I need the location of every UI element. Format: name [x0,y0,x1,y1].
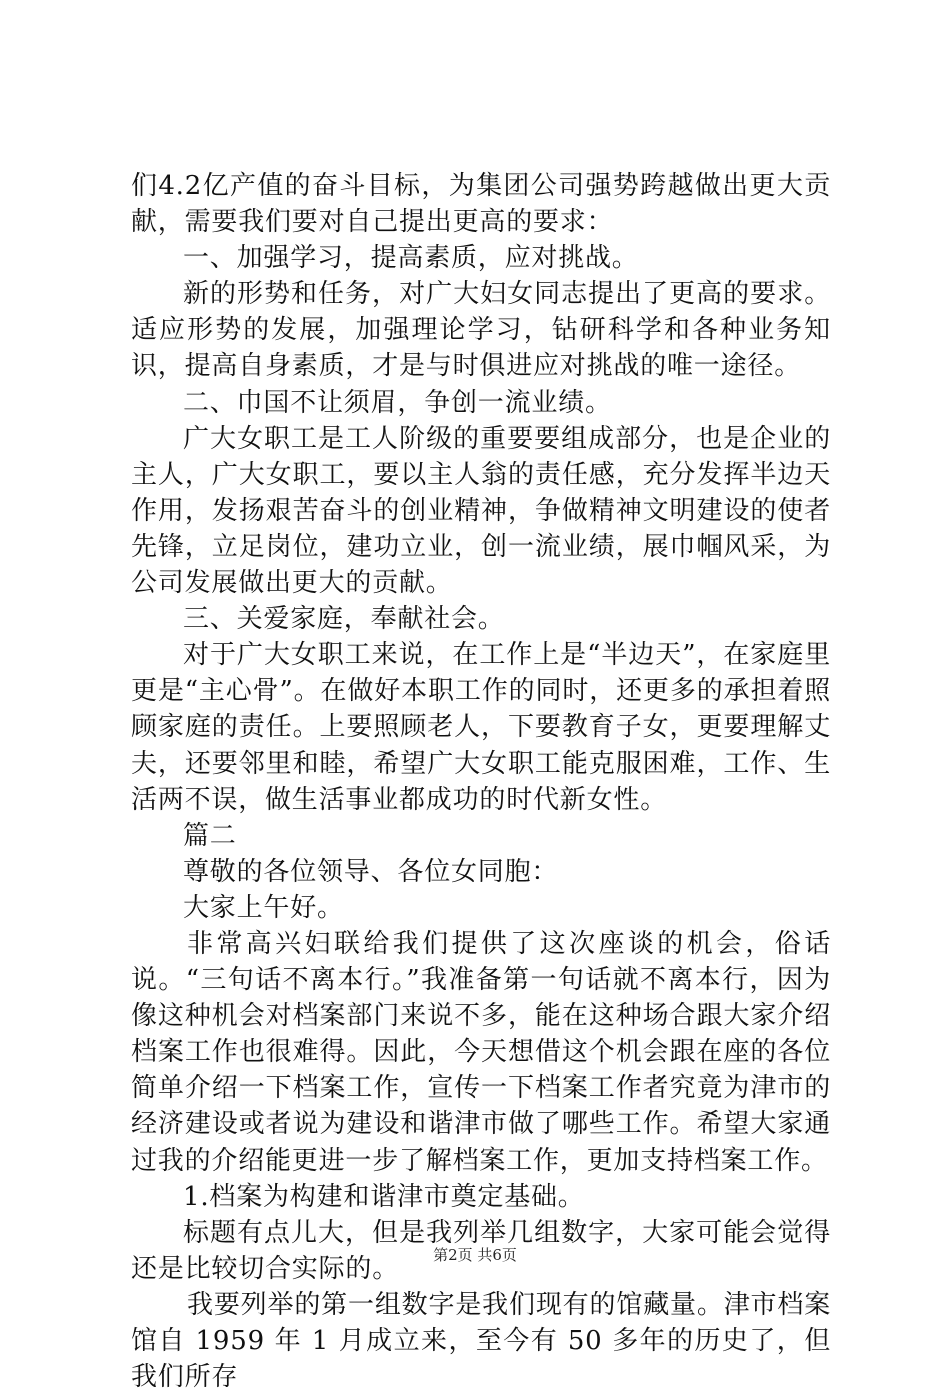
paragraph-1: 们4.2亿产值的奋斗目标，为集团公司强势跨越做出更大贡献，需要我们要对自己提出更高的要求： [131,171,831,238]
part-title: 篇二 [183,820,237,851]
salutation: 尊敬的各位领导、各位女同胞： [183,856,559,887]
paragraph-6: 标题有点儿大，但是我列举几组数字，大家可能会觉得还是比较切合实际的。 [131,1217,831,1284]
heading-item-1: 1.档案为构建和谐津市奠定基础。 [183,1181,585,1212]
paragraph-4: 对于广大女职工来说，在工作上是“半边天”，在家庭里更是“主心骨”。在做好本职工作的同时，还更多的承担着照顾家庭的责任。上要照顾老人，下要教育子女，更要理解丈夫，还要邻里和睦，希望广大女职工能克服困难，工作、生活两不误，做生活事业都成功的时代新女性。 [131,640,831,815]
heading-section-3: 三、关爱家庭，奉献社会。 [183,604,505,635]
paragraph-3: 广大女职工是工人阶级的重要要组成部分，也是企业的主人，广大女职工，要以主人翁的责任感，充分发挥半边天作用，发扬艰苦奋斗的创业精神，争做精神文明建设的使者先锋，立足岗位，建功立业，创一流业绩，展巾帼风采，为公司发展做出更大的贡献。 [131,423,831,599]
paragraph-5: 非常高兴妇联给我们提供了这次座谈的机会，俗话说。“三句话不离本行。”我准备第一句话就不离本行，因为像这种机会对档案部门来说不多，能在这种场合跟大家介绍档案工作也很难得。因此，今天想借这个机会跟在座的各位简单介绍一下档案工作，宣传一下档案工作者究竟为津市的经济建设或者说为建设和谐津市做了哪些工作。希望大家通过我的介绍能更进一步了解档案工作，更加支持档案工作。 [131,928,831,1176]
page-number-footer: 第2页 共6页 [433,1246,517,1264]
paragraph-2: 新的形势和任务，对广大妇女同志提出了更高的要求。适应形势的发展，加强理论学习，钻研科学和各种业务知识，提高自身素质，才是与时俱进应对挑战的唯一途径。 [131,279,831,382]
document-body [131,168,831,1395]
heading-section-1: 一、加强学习，提高素质，应对挑战。 [183,243,639,274]
greeting: 大家上午好。 [183,892,344,923]
heading-section-2: 二、巾国不让须眉，争创一流业绩。 [183,387,612,418]
paragraph-7: 我要列举的第一组数字是我们现有的馆藏量。津市档案馆自 1959 年 1 月成立来，至今有 50 多年的历史了，但我们所存 [131,1289,831,1393]
